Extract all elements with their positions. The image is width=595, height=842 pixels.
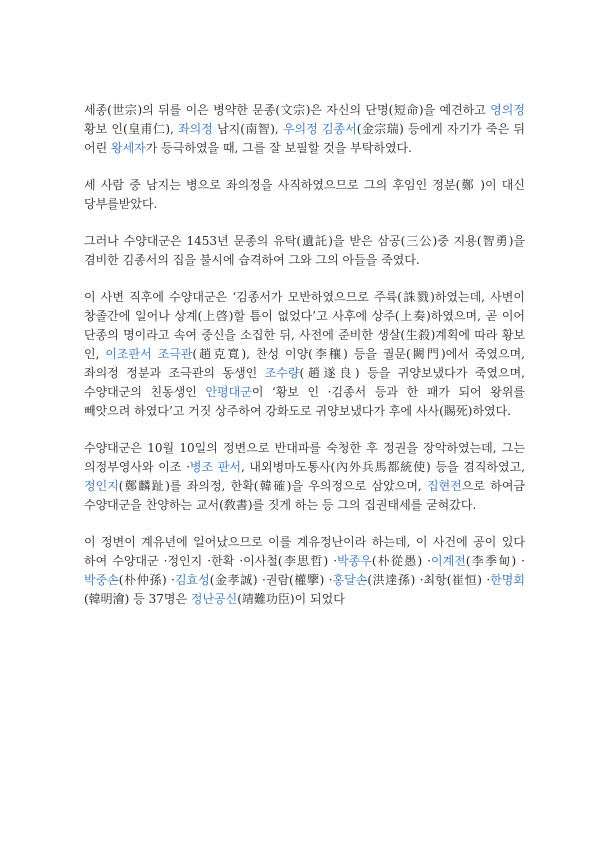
paragraph bbox=[84, 288, 525, 421]
paragraph-text: 그러나 수양대군은 1453년 문종의 유탁(遺託)을 받은 삼공(三公)중 지용(智勇)을 겸비한 김종서의 집을 불시에 습격하여 그와 그의 아들을 죽였다. bbox=[84, 234, 525, 267]
paragraph-text: (鄭麟趾)를 좌의정, 한확(韓確)을 우의정으로 삼았으며, bbox=[118, 479, 427, 493]
paragraph-text: 세종(世宗)의 뒤를 이은 병약한 문종(文宗)은 자신의 단명(短命)을 예견하고 bbox=[84, 103, 491, 117]
paragraph-text: 이 정변이 계유년에 일어났으므로 이를 계유정난이라 하는데, 이 사건에 공이 있다 하여 수양대군 ·정인지 ·한확 ·이사철(李思哲) · bbox=[84, 535, 525, 568]
paragraph-text: 황보 인(皇甫仁), bbox=[84, 122, 179, 136]
paragraph-text: 세 사람 중 남지는 병으로 좌의정을 사직하였으므로 그의 후임인 정분(鄭 )이 대신 당부를받았다. bbox=[84, 178, 525, 211]
paragraph-text: (李季甸) · bbox=[465, 554, 525, 568]
paragraph-text: 남지(南智), bbox=[212, 122, 283, 136]
hyperlink-term[interactable]: 좌의정 bbox=[178, 122, 213, 136]
hyperlink-term[interactable]: 박중손 bbox=[84, 573, 119, 587]
hyperlink-term[interactable]: 왕세자 bbox=[111, 141, 146, 155]
hyperlink-term[interactable]: 안평대군 bbox=[205, 385, 252, 399]
paragraph-text: 이 사변 직후에 수양대군은 ‘김종서가 모반하였으므로 주륙(誅戮)하였는데, 사변이 창졸간에 일어나 상계(上啓)할 틈이 없었다’고 사후에 상주(上奏)하였으며, 곧 이어 단종의 명이라고 속여 중신을 소집한 뒤, 사전에 준비한 생살(生殺)계획에 따라 황보 인, bbox=[84, 290, 525, 361]
paragraph bbox=[84, 439, 525, 515]
paragraph-text: , 내외병마도통사(內外兵馬都統使) 등을 겸직하였고, bbox=[240, 460, 526, 474]
hyperlink-term[interactable]: 집현전 bbox=[427, 479, 462, 493]
hyperlink-term[interactable]: 정인지 bbox=[84, 479, 119, 493]
hyperlink-term[interactable]: 김효성 bbox=[174, 573, 210, 587]
hyperlink-term[interactable]: 이계전 bbox=[431, 554, 466, 568]
paragraph-text: (靖難功臣)이 되었다 bbox=[237, 592, 345, 606]
hyperlink-term[interactable]: 우의정 김종서 bbox=[282, 122, 357, 136]
hyperlink-term[interactable]: 정난공신 bbox=[190, 592, 238, 606]
hyperlink-term[interactable]: 이조판서 조극관 bbox=[105, 347, 193, 361]
hyperlink-term[interactable]: 병조 판서 bbox=[189, 460, 241, 474]
hyperlink-term[interactable]: 홍달손 bbox=[332, 573, 368, 587]
paragraph-text: 으로 하여금 수양대군을 찬양하는 교서(敎書)를 짓게 하는 등 그의 집권태세를 굳혀갔다. bbox=[84, 479, 525, 512]
paragraph bbox=[84, 101, 525, 158]
paragraph-text: (韓明澮) 등 37명은 bbox=[84, 592, 191, 606]
hyperlink-term[interactable]: 박종우 bbox=[337, 554, 372, 568]
paragraph-text: (金孝誠) ·권람(權擥) · bbox=[209, 573, 333, 587]
paragraph-text: (洪達孫) ·최항(崔恒) · bbox=[367, 573, 491, 587]
paragraph-text: (趙遂良) 등을 귀양보냈다가 죽였으며, 수양대군의 친동생인 bbox=[84, 366, 525, 399]
paragraph-text: (朴仲孫) · bbox=[118, 573, 175, 587]
paragraph-text: (金宗瑞) 등에게 자기가 죽은 뒤 어린 bbox=[84, 122, 526, 155]
paragraph-text: (朴從愚) · bbox=[371, 554, 432, 568]
hyperlink-term[interactable]: 영의정 bbox=[490, 103, 525, 117]
paragraph-text: (趙克寬), 찬성 이양(李穰) 등을 궐문(闕門)에서 죽였으며, 좌의정 정분과 조극관의 동생인 bbox=[84, 347, 525, 380]
paragraph-text: 가 등극하였을 때, 그를 잘 보필할 것을 부탁하였다. bbox=[145, 141, 412, 155]
document-body bbox=[84, 101, 525, 609]
paragraph-text: 이 ‘황보 인 ·김종서 등과 한 패가 되어 왕위를 빼앗으려 하였다’고 거짓 상주하여 강화도로 귀양보냈다가 후에 사사(賜死)하였다. bbox=[84, 385, 525, 418]
paragraph-text: 수양대군은 10월 10일의 정변으로 반대파를 숙청한 후 정권을 장악하였는데, 그는 의정부영사와 이조 · bbox=[84, 441, 525, 474]
hyperlink-term[interactable]: 한명회 bbox=[490, 573, 525, 587]
paragraph bbox=[84, 232, 525, 270]
paragraph bbox=[84, 176, 525, 214]
paragraph bbox=[84, 533, 525, 609]
hyperlink-term[interactable]: 조수량 bbox=[264, 366, 300, 380]
